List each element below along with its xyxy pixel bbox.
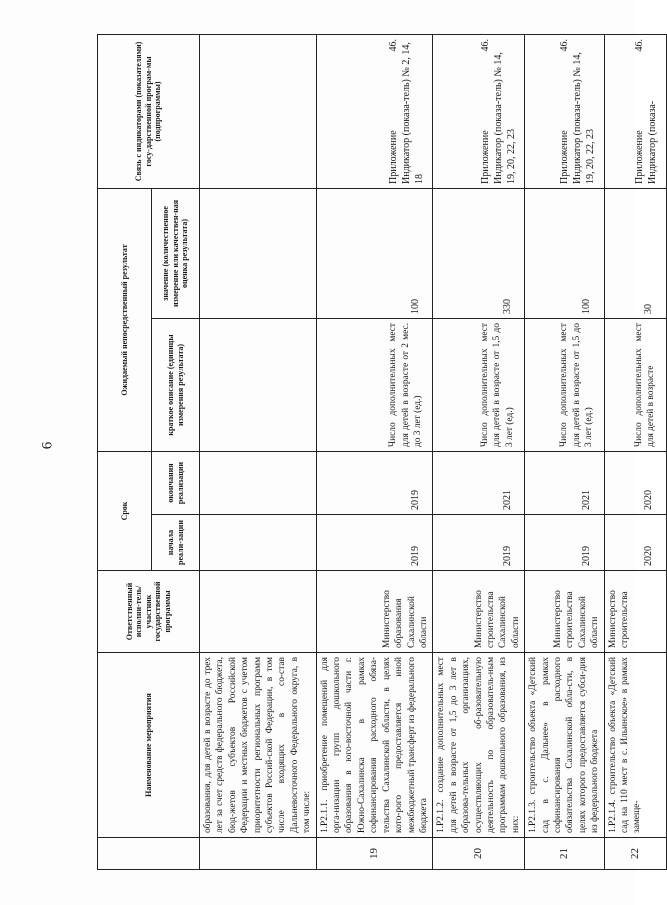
header-expected-result: Ожидаемый непосредственный результат <box>98 189 152 452</box>
activity-name: образования, для детей в возрасте до трех лет за счет средств федерального бюджета, бюд-жетов субъектов Российской Федерации и местных бюджетов с учетом приоритетности региональных программ субъектов Россий-ской Федерации, в том числе входящих в со-став Дальневосточного Федерального округа, в том числе: <box>200 653 317 838</box>
activity-name: 1.Р2.1.4. строительство объекта «Детский сад на 110 мест в с. Ильинское» в рамках замеще- <box>604 653 666 838</box>
row-number: 19 <box>316 838 433 870</box>
link-indicators: Индикатор (показа-тель) № 2, 14, 18 <box>400 42 426 184</box>
header-term-start: начала реали-зации <box>152 515 200 571</box>
result-description: Число дополнительных мест для детей в возрасте от 2 мес. до 3 лет (ед.) <box>316 319 433 452</box>
activity-name: 1.Р2.1.2. создание дополнительных мест для детей в возрасте от 1,5 до 3 лет в образова-тельных организациях, осуществляющих об-разовательную деятельность по образователь-ным программам дошкольного образования, из них: <box>433 653 525 838</box>
start-year <box>200 515 317 571</box>
result-value: 100 <box>525 189 604 319</box>
row-number: 22 <box>604 838 666 870</box>
link-indicators: Индикатор (показа-тель) № 14, 19, 20, 22, 23 <box>492 52 517 184</box>
indicator-link <box>604 35 666 189</box>
link-indicators: Индикатор (показа- <box>647 100 659 184</box>
result-value: 30 <box>604 189 666 319</box>
link-annex-number: 46. <box>634 39 646 52</box>
start-year: 2019 <box>316 515 433 571</box>
page-number: 6 <box>39 441 56 450</box>
end-year: 2020 <box>604 452 666 515</box>
executor <box>200 571 317 653</box>
indicator-link <box>525 35 604 189</box>
table-row <box>200 35 317 870</box>
end-year <box>200 452 317 515</box>
row-number: 21 <box>525 838 604 870</box>
start-year: 2020 <box>604 515 666 571</box>
end-year: 2021 <box>525 452 604 515</box>
table-row <box>316 35 433 870</box>
result-value: 330 <box>433 189 525 319</box>
link-annex: Приложение <box>559 130 571 184</box>
indicator-link <box>433 35 525 189</box>
link-indicators: Индикатор (показа-тель) № 14, 19, 20, 22, 23 <box>572 52 597 184</box>
link-annex-number: 46. <box>387 39 399 52</box>
result-description: Число дополнительных мест для детей в возрасте от 1,5 до 3 лет (ед.) <box>433 319 525 452</box>
end-year: 2021 <box>433 452 525 515</box>
row-number <box>200 838 317 870</box>
header-indicator-link: Связь с индикаторами (показателями) госу-дарственной програм-мы (подпрограммы) <box>98 35 200 189</box>
end-year: 2019 <box>316 452 433 515</box>
header-activity-name: Наименование мероприятия <box>98 653 200 838</box>
executor: Министерство строительства <box>604 571 666 653</box>
table-row <box>433 35 525 870</box>
activity-name: 1.Р2.1.3. строительство объекта «Детский сад в с. Дальнее» в рамках софинансирования расходного обязательства Сахалинской обла-сти, в целях которого предоставляется субси-дия из федерального бюджета <box>525 653 604 838</box>
table-row <box>604 35 666 870</box>
result-description <box>200 319 317 452</box>
header-row-1 <box>98 35 152 870</box>
activities-table <box>97 34 667 870</box>
link-annex: Приложение <box>387 130 399 184</box>
table-row <box>525 35 604 870</box>
result-value <box>200 189 317 319</box>
header-result-value: значение (количественное измерение или качествен-ная оценка результата) <box>152 189 200 319</box>
header-term: Срок <box>98 452 152 571</box>
executor: Министерство строительства Сахалинской области <box>525 571 604 653</box>
header-term-end: окончания реализации <box>152 452 200 515</box>
link-annex-number: 46. <box>479 39 491 52</box>
activity-name: 1.Р2.1.1. приобретение помещений для орга-низации групп дошкольного образования в юго-восточной части г. Южно-Сахалинска в рамках софинансирования расходного обяза-тельства Сахалинской области, в целях кото-рого предоставляется иной межбюджетный трансферт из федерального бюджета <box>316 653 433 838</box>
link-annex: Приложение <box>479 130 491 184</box>
header-number <box>98 838 200 870</box>
link-annex: Приложение <box>634 130 646 184</box>
indicator-link <box>200 35 317 189</box>
result-value: 100 <box>316 189 433 319</box>
start-year: 2019 <box>433 515 525 571</box>
executor: Министерство образования Сахалинской области <box>316 571 433 653</box>
link-annex-number: 46. <box>559 39 571 52</box>
start-year: 2019 <box>525 515 604 571</box>
result-description: Число дополнительных мест для детей в возрасте от 1,5 до 3 лет (ед.) <box>525 319 604 452</box>
header-result-description: краткое описание (единицы измерения результата) <box>152 319 200 452</box>
executor: Министерство строительства Сахалинской области <box>433 571 525 653</box>
result-description: Число дополнительных мест для детей в возрасте <box>604 319 666 452</box>
row-number: 20 <box>433 838 525 870</box>
rotated-table-sheet <box>97 35 659 870</box>
header-executor: Ответственный исполни-тель/участник государственной программы <box>98 571 200 653</box>
indicator-link <box>316 35 433 189</box>
